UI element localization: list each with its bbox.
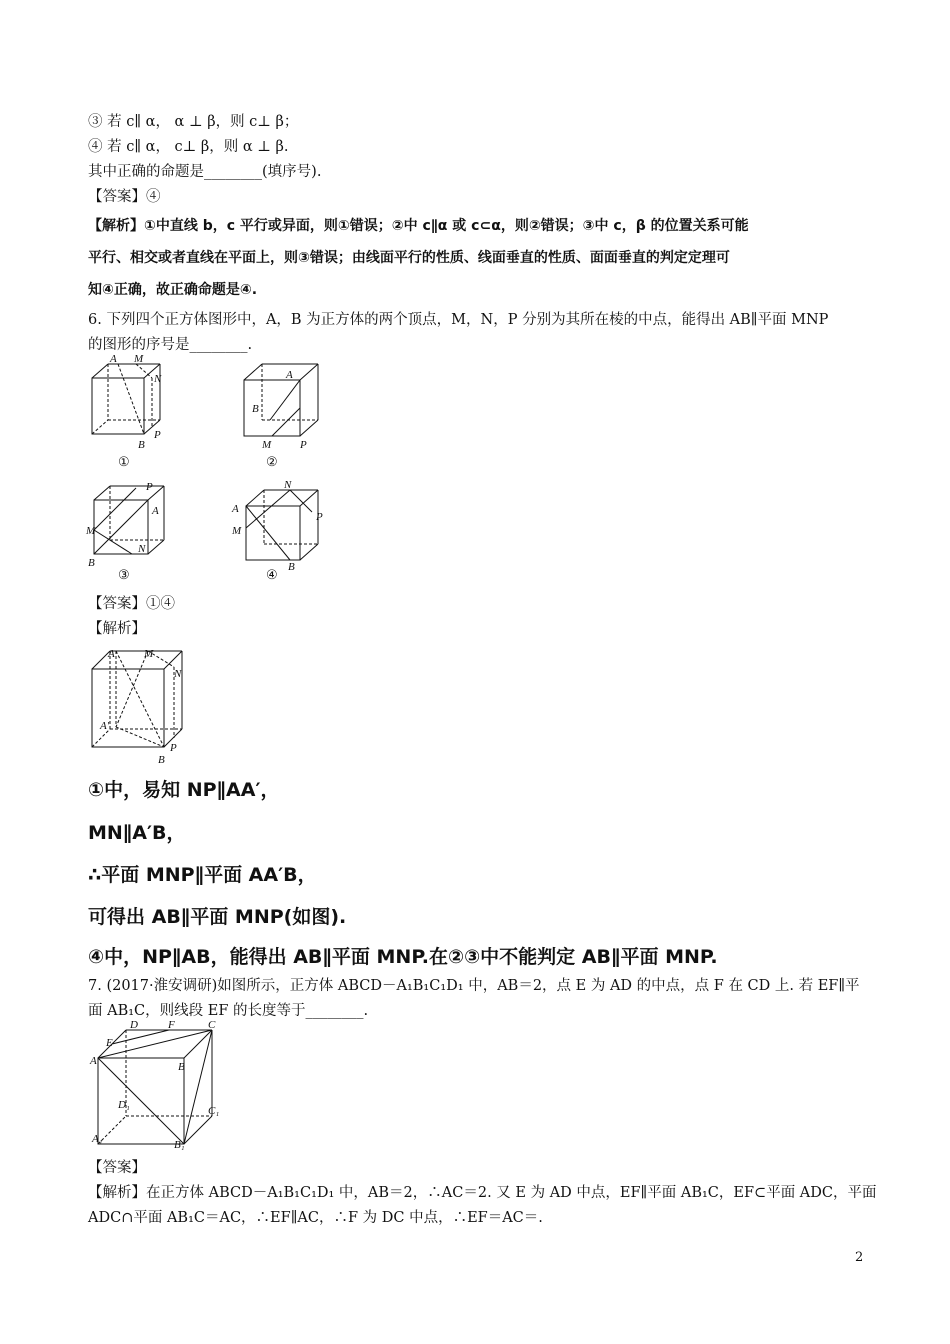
label-N: N <box>174 668 182 680</box>
label-M: M <box>134 353 144 365</box>
analysis-7-line1: 【解析】在正方体 ABCD－A₁B₁C₁D₁ 中，AB＝2，∴AC＝2. 又 E 为 AD 中点，EF∥平面 AB₁C，EF⊂平面 ADC，平面 <box>88 1185 877 1201</box>
label-A1: A₁ <box>92 1133 103 1145</box>
label-M: M <box>262 439 272 451</box>
analysis-5-line2: 平行、相交或者直线在平面上，则③错误；由线面平行的性质、线面垂直的性质、面面垂直的判定定理可 <box>88 250 730 266</box>
figure-caption-3: ③ <box>118 568 130 583</box>
analysis-6-heading: 【解析】 <box>88 621 146 637</box>
analysis-6-step3: ∴平面 MNP∥平面 AA′B， <box>88 864 317 886</box>
label-P: P <box>146 481 153 493</box>
analysis-6-step4: 可得出 AB∥平面 MNP(如图). <box>88 906 347 928</box>
label-A: A <box>152 505 159 517</box>
question-7-cube-figure <box>88 1019 228 1154</box>
label-B: B <box>88 557 95 569</box>
question-7-line1: 7. (2017·淮安调研)如图所示，正方体 ABCD－A₁B₁C₁D₁ 中，AB＝2，点 E 为 AD 的中点，点 F 在 CD 上. 若 EF∥平 <box>88 978 860 994</box>
cube-figure-4 <box>232 479 332 582</box>
question-6-line2: 的图形的序号是________. <box>88 337 253 353</box>
label-F: F <box>168 1019 175 1031</box>
cube-figure-1 <box>88 353 178 458</box>
proposition-3: ③ 若 c∥ α， α ⊥ β，则 c⊥ β； <box>88 114 299 130</box>
label-B: B <box>138 439 145 451</box>
label-N: N <box>154 373 162 385</box>
label-C: C <box>208 1019 216 1031</box>
page-number: 2 <box>855 1250 864 1265</box>
label-P: P <box>170 742 177 754</box>
cube-figure-3 <box>86 480 176 580</box>
label-B: B <box>178 1061 185 1073</box>
label-P: P <box>154 429 161 441</box>
analysis-5-line3: 知④正确，故正确命题是④. <box>88 282 258 298</box>
label-P: P <box>316 511 323 523</box>
question-7-line2: 面 AB₁C，则线段 EF 的长度等于________. <box>88 1003 369 1019</box>
label-B: B <box>158 754 165 766</box>
label-A: A <box>90 1055 97 1067</box>
label-A: A <box>108 648 115 660</box>
label-C1: C₁ <box>208 1105 220 1117</box>
analysis-6-step5: ④中，NP∥AB，能得出 AB∥平面 MNP.在②③中不能判定 AB∥平面 MNP. <box>88 946 718 968</box>
label-A: A <box>286 369 293 381</box>
label-A: A <box>232 503 239 515</box>
figure-caption-4: ④ <box>266 568 278 583</box>
question-prompt: 其中正确的命题是________(填序号). <box>88 164 322 180</box>
question-6-line1: 6. 下列四个正方体图形中，A，B 为正方体的两个顶点，M，N，P 分别为其所在棱的中点，能得出 AB∥平面 MNP <box>88 312 829 328</box>
analysis-6-step2: MN∥A′B， <box>88 822 186 844</box>
label-B1: B₁ <box>174 1139 185 1151</box>
proposition-4: ④ 若 c∥ α， c⊥ β，则 α ⊥ β. <box>88 139 289 155</box>
analysis-6-step1: ①中，易知 NP∥AA′， <box>88 779 280 801</box>
label-E: E <box>106 1037 113 1049</box>
label-D1: D₁ <box>118 1099 130 1111</box>
label-P: P <box>300 439 307 451</box>
cube-figure-2 <box>240 360 330 460</box>
answer-6: 【答案】①④ <box>88 596 175 612</box>
label-B: B <box>252 403 259 415</box>
figure-caption-2: ② <box>266 455 278 470</box>
analysis-7-line2: ADC∩平面 AB₁C＝AC，∴EF∥AC，∴F 为 DC 中点，∴EF＝AC＝. <box>88 1210 543 1226</box>
analysis-5-line1: 【解析】①中直线 b，c 平行或异面，则①错误；②中 c∥α 或 c⊂α，则②错误；③中 c，β 的位置关系可能 <box>88 218 749 234</box>
label-M: M <box>144 648 154 660</box>
label-M: M <box>86 525 96 537</box>
label-M: M <box>232 525 242 537</box>
label-A-prime: A′ <box>100 720 110 732</box>
answer-7: 【答案】 <box>88 1160 146 1176</box>
label-N: N <box>138 543 146 555</box>
label-B: B <box>288 561 295 573</box>
label-A: A <box>110 353 117 365</box>
figure-caption-1: ① <box>118 455 130 470</box>
label-D: D <box>130 1019 138 1031</box>
answer-5: 【答案】④ <box>88 189 161 205</box>
analysis-cube-figure <box>88 645 198 765</box>
label-N: N <box>284 479 292 491</box>
